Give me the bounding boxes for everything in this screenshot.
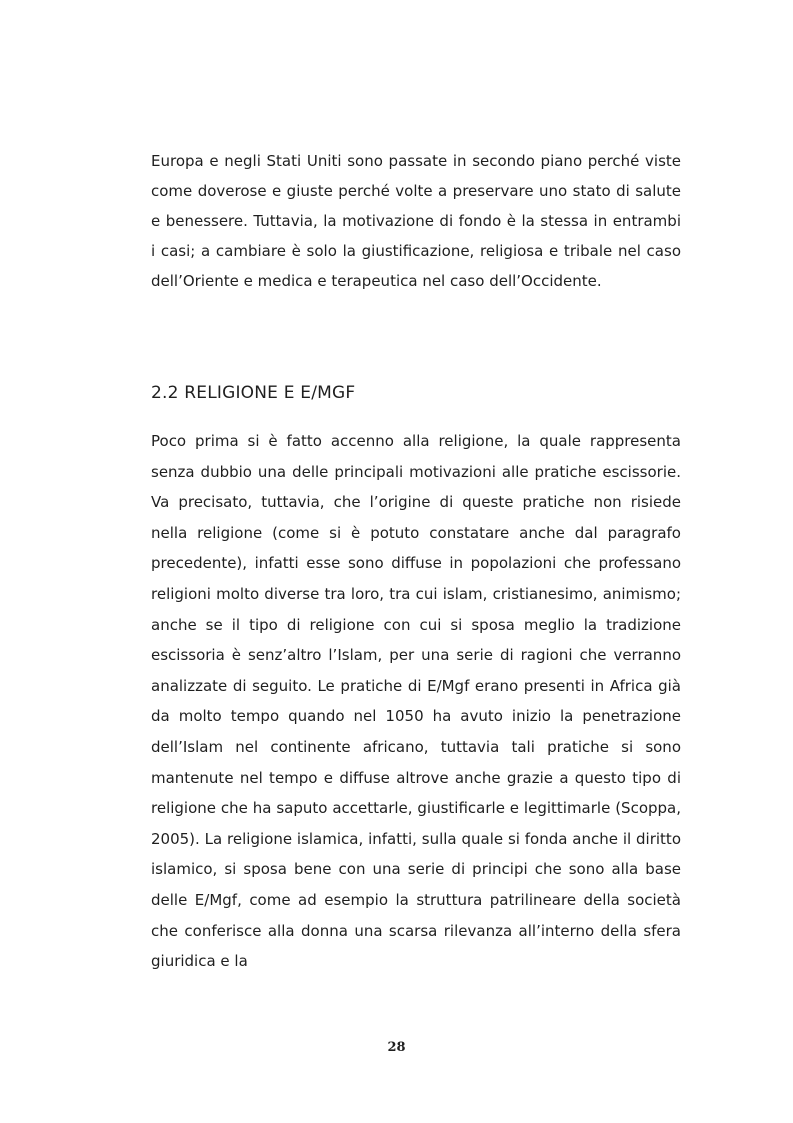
section-heading: 2.2 RELIGIONE E E/MGF [151, 383, 356, 403]
page-number: 28 [387, 1040, 406, 1055]
body-paragraph: Poco prima si è fatto accenno alla religione, la quale rappresenta senza dubbio una delle principali motivazioni alle pratiche escissorie. Va precisato, tuttavia, che l’origine di queste pratiche non risiede nella religione (come si è potuto constatare anche dal paragrafo precedente), infatti esse sono diffuse in popolazioni che professano religioni molto diverse tra loro, tra cui islam, cristianesimo, animismo; anche se il tipo di religione con cui si sposa meglio la tradizione escissoria è senz’altro l’Islam, per una serie di ragioni che verranno analizzate di seguito. Le pratiche di E/Mgf erano presenti in Africa già da molto tempo quando nel 1050 ha avuto inizio la penetrazione dell’Islam nel continente africano, tuttavia tali pratiche si sono mantenute nel tempo e diffuse altrove anche grazie a questo tipo di religione che ha saputo accettarle, giustificarle e legittimarle (Scoppa, 2005). La religione islamica, infatti, sulla quale si fonda anche il diritto islamico, si sposa bene con una serie di principi che sono alla base delle E/Mgf, come ad esempio la struttura patrilineare della società che conferisce alla donna una scarsa rilevanza all’interno della sfera giuridica e la [151, 432, 681, 971]
body-paragraph-continued: Europa e negli Stati Uniti sono passate in secondo piano perché viste come doverose e giuste perché volte a preservare uno stato di salute e benessere. Tuttavia, la motivazione di fondo è la stessa in entrambi i casi; a cambiare è solo la giustificazione, religiosa e tribale nel caso dell’Oriente e medica e terapeutica nel caso dell’Occidente. [151, 152, 681, 290]
